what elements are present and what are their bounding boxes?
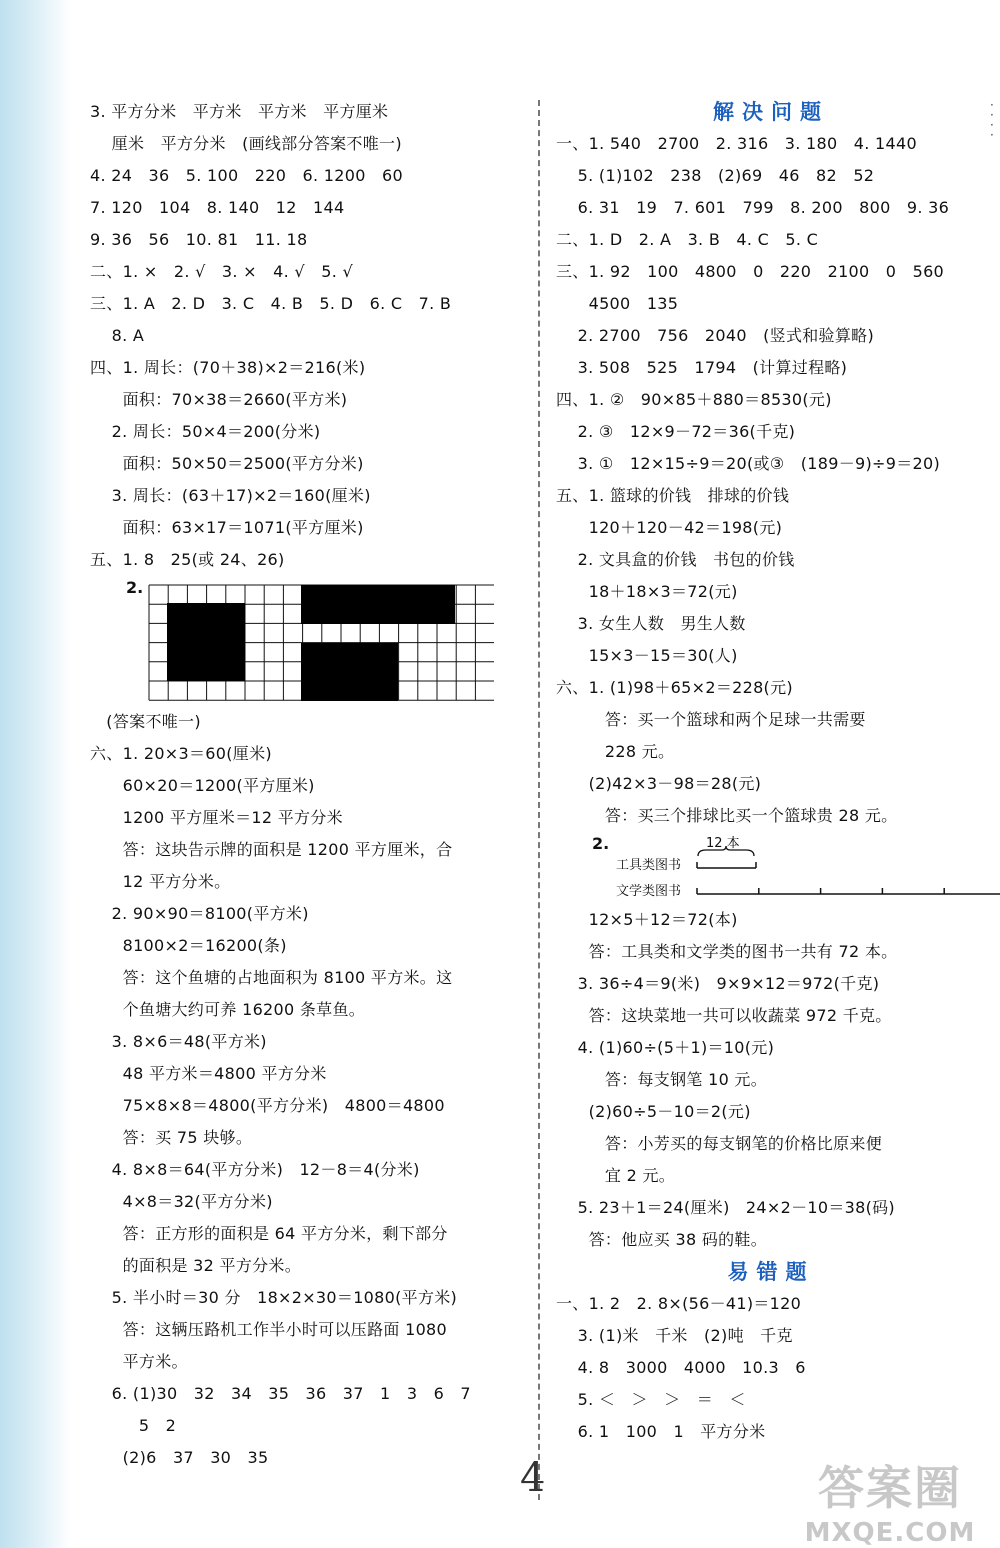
answer-line: 5. 半小时＝30 分 18×2×30＝1080(平方米) xyxy=(90,1288,458,1307)
answer-line: 四、1. 周长：(70＋38)×2＝216(米) xyxy=(90,358,366,377)
answer-line: (2)60÷5－10＝2(元) xyxy=(556,1102,751,1121)
answer-line: 48 平方米＝4800 平方分米 xyxy=(90,1064,327,1083)
grid-question-number: 2. xyxy=(126,578,144,597)
answer-line: 答：这个鱼塘的占地面积为 8100 平方米。这 xyxy=(90,968,453,987)
answer-line: 8. A xyxy=(90,326,145,345)
answer-line: 2. 文具盒的价钱 书包的价钱 xyxy=(556,550,795,569)
answer-line: (2)6 37 30 35 xyxy=(90,1448,269,1467)
section-title-solve-problems: 解决问题 xyxy=(713,100,829,124)
answer-line: 2. ③ 12×9－72＝36(千克) xyxy=(556,422,796,441)
grid-figure xyxy=(90,576,530,706)
answer-line: 一、1. 2 2. 8×(56－41)＝120 xyxy=(556,1294,802,1313)
answer-line: 18＋18×3＝72(元) xyxy=(556,582,738,601)
answer-line: 答：这块告示牌的面积是 1200 平方厘米，合 xyxy=(90,840,453,859)
answer-line: 二、1. × 2. √ 3. × 4. √ 5. √ xyxy=(90,262,353,281)
answer-line: 4. 8×8＝64(平方分米) 12－8＝4(分米) xyxy=(90,1160,420,1179)
left-answers-block xyxy=(90,96,530,576)
answer-line: 答：买 75 块够。 xyxy=(90,1128,253,1147)
answer-line: 12 平方分米。 xyxy=(90,872,231,891)
answer-line: 6. (1)30 32 34 35 36 37 1 3 6 7 xyxy=(90,1384,471,1403)
answer-line: 答：这辆压路机工作半小时可以压路面 1080 xyxy=(90,1320,448,1339)
answer-line: 一、1. 540 2700 2. 316 3. 180 4. 1440 xyxy=(556,134,917,153)
answer-line: 6. 1 100 1 平方分米 xyxy=(556,1422,766,1441)
answer-line: 二、1. D 2. A 3. B 4. C 5. C xyxy=(556,230,819,249)
answer-line: 4500 135 xyxy=(556,294,679,313)
answer-line: 5. (1)102 238 (2)69 46 82 52 xyxy=(556,166,875,185)
answer-line: 五、1. 8 25(或 24、26) xyxy=(90,550,285,569)
answer-line: 1200 平方厘米＝12 平方分米 xyxy=(90,808,343,827)
watermark-bottom: MXQE.COM xyxy=(804,1518,976,1548)
answer-line: 答：工具类和文学类的图书一共有 72 本。 xyxy=(556,942,898,961)
left-answers-block-2 xyxy=(90,706,530,1474)
answer-line: 的面积是 32 平方分米。 xyxy=(90,1256,302,1275)
answer-line: 五、1. 篮球的价钱 排球的价钱 xyxy=(556,486,790,505)
answer-line: 面积：63×17＝1071(平方厘米) xyxy=(90,518,364,537)
answer-line: 宜 2 元。 xyxy=(556,1166,676,1185)
answer-line: 4. (1)60÷(5＋1)＝10(元) xyxy=(556,1038,775,1057)
answer-line: 3. 周长：(63＋17)×2＝160(厘米) xyxy=(90,486,371,505)
answer-line: 六、1. (1)98＋65×2＝228(元) xyxy=(556,678,793,697)
answer-line: (2)42×3－98＝28(元) xyxy=(556,774,762,793)
right-column xyxy=(556,96,986,1448)
answer-line: 3. 36÷4＝9(米) 9×9×12＝972(千克) xyxy=(556,974,880,993)
answer-line: 3. 平方分米 平方米 平方米 平方厘米 xyxy=(90,102,389,121)
right-answers-block-3 xyxy=(556,1288,986,1448)
filled-rect-top xyxy=(301,585,455,624)
tool-books-label: 工具类图书 xyxy=(616,858,682,873)
answer-line: 答：他应买 38 码的鞋。 xyxy=(556,1230,768,1249)
handwritten-page-number: 4 xyxy=(520,1455,546,1501)
answer-line: 三、1. 92 100 4800 0 220 2100 0 560 xyxy=(556,262,945,281)
watermark xyxy=(790,1452,990,1548)
brace-shape xyxy=(696,846,756,858)
answer-line: 平方米。 xyxy=(90,1352,188,1371)
answer-line: 6. 31 19 7. 601 799 8. 200 800 9. 36 xyxy=(556,198,950,217)
answer-line: 答：这块菜地一共可以收蔬菜 972 千克。 xyxy=(556,1006,892,1025)
answer-line: 个鱼塘大约可养 16200 条草鱼。 xyxy=(90,1000,366,1019)
column-divider xyxy=(538,100,540,1500)
answer-line: 答：每支钢笔 10 元。 xyxy=(556,1070,768,1089)
answer-line: 120＋120－42＝198(元) xyxy=(556,518,783,537)
answer-line: 9. 36 56 10. 81 11. 18 xyxy=(90,230,308,249)
bar-question-number: 2. xyxy=(592,834,610,853)
watermark-top: 答案圈 xyxy=(818,1461,962,1515)
answer-line: 答：正方形的面积是 64 平方分米，剩下部分 xyxy=(90,1224,448,1243)
margin-dots: · · · · xyxy=(990,98,994,142)
answer-line: 3. (1)米 千米 (2)吨 千克 xyxy=(556,1326,793,1345)
brace-label: 12 本 xyxy=(706,836,740,851)
answer-line: 2. 90×90＝8100(平方米) xyxy=(90,904,309,923)
filled-square xyxy=(167,603,245,681)
answer-line: 答：小芳买的每支钢笔的价格比原来便 xyxy=(556,1134,883,1153)
answer-line: 4. 8 3000 4000 10.3 6 xyxy=(556,1358,806,1377)
bar-diagram xyxy=(556,832,986,904)
literature-books-bar xyxy=(696,886,1000,896)
answer-line: 8100×2＝16200(条) xyxy=(90,936,287,955)
section-title-error-prone: 易错题 xyxy=(727,1260,815,1284)
literature-books-label: 文学类图书 xyxy=(616,884,682,899)
answer-line: 7. 120 104 8. 140 12 144 xyxy=(90,198,345,217)
answer-line: 四、1. ② 90×85＋880＝8530(元) xyxy=(556,390,832,409)
tool-books-bar xyxy=(696,860,758,870)
left-column xyxy=(90,96,530,1474)
answer-line: 5. 23＋1＝24(厘米) 24×2－10＝38(码) xyxy=(556,1198,895,1217)
answer-line: 三、1. A 2. D 3. C 4. B 5. D 6. C 7. B xyxy=(90,294,452,313)
page-edge-tint xyxy=(0,0,70,1548)
answer-line: 2. 2700 756 2040 (竖式和验算略) xyxy=(556,326,874,345)
answer-line: 3. ① 12×15÷9＝20(或③ (189－9)÷9＝20) xyxy=(556,454,941,473)
answer-line: 4. 24 36 5. 100 220 6. 1200 60 xyxy=(90,166,403,185)
answer-line: 面积：70×38＝2660(平方米) xyxy=(90,390,348,409)
answer-line: 5. ＜ ＞ ＞ ＝ ＜ xyxy=(556,1390,746,1409)
answer-line: 75×8×8＝4800(平方分米) 4800＝4800 xyxy=(90,1096,445,1115)
square-grid-diagram xyxy=(148,584,494,702)
filled-rect-bottom xyxy=(301,643,398,701)
answer-line: 228 元。 xyxy=(556,742,675,761)
answer-line: 厘米 平方分米 (画线部分答案不唯一) xyxy=(90,134,402,153)
answer-line: (答案不唯一) xyxy=(90,712,201,731)
answer-line: 3. 女生人数 男生人数 xyxy=(556,614,746,633)
answer-line: 60×20＝1200(平方厘米) xyxy=(90,776,315,795)
answer-line: 3. 508 525 1794 (计算过程略) xyxy=(556,358,848,377)
answer-line: 答：买一个篮球和两个足球一共需要 xyxy=(556,710,866,729)
right-answers-block-2 xyxy=(556,904,986,1256)
answer-line: 3. 8×6＝48(平方米) xyxy=(90,1032,267,1051)
answer-line: 12×5＋12＝72(本) xyxy=(556,910,738,929)
answer-line: 4×8＝32(平方分米) xyxy=(90,1192,273,1211)
answer-line: 15×3－15＝30(人) xyxy=(556,646,738,665)
right-answers-block xyxy=(556,128,986,832)
answer-line: 2. 周长：50×4＝200(分米) xyxy=(90,422,321,441)
answer-line: 六、1. 20×3＝60(厘米) xyxy=(90,744,272,763)
answer-line: 面积：50×50＝2500(平方分米) xyxy=(90,454,364,473)
answer-line: 答：买三个排球比买一个篮球贵 28 元。 xyxy=(556,806,898,825)
answer-line: 5 2 xyxy=(90,1416,177,1435)
